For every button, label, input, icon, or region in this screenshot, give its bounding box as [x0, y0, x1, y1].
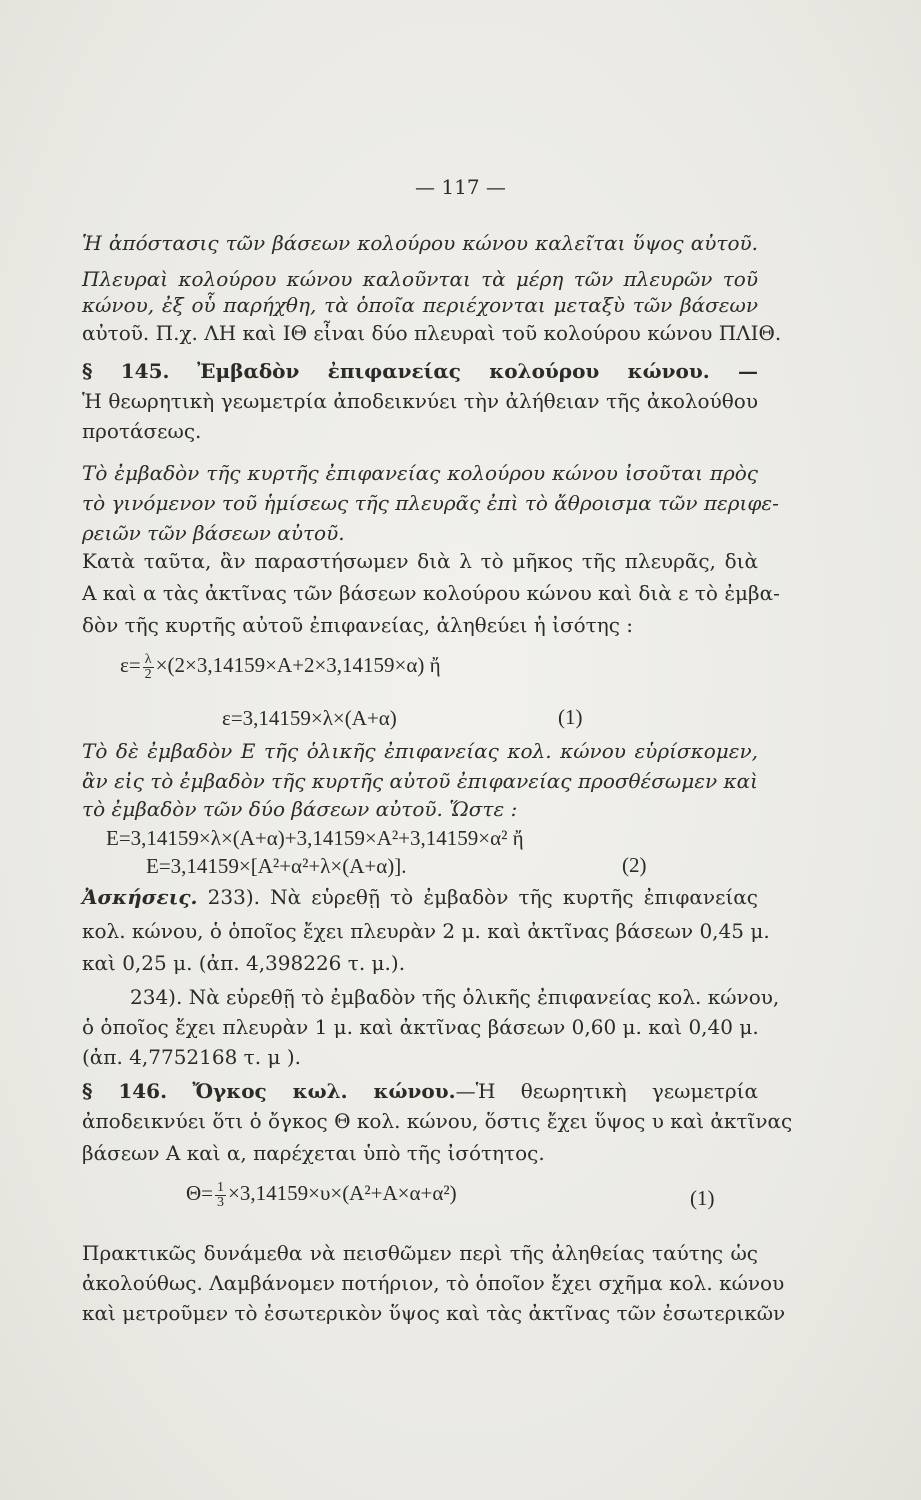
- page-number: — 117 —: [415, 175, 506, 199]
- text-line-6: Ἡ θεωρητικὴ γεωμετρία ἀποδεικνύει τὴν ἀλήθειαν τῆς ἀκολούθου: [82, 389, 758, 413]
- equation-4-number: (2): [622, 853, 647, 877]
- equation-2-number: (1): [558, 705, 583, 729]
- section-145-heading: [82, 358, 758, 384]
- section-146-number: § 146.: [82, 1079, 168, 1103]
- text-line-16: Τὸ δὲ ἐμβαδὸν Ε τῆς ὁλικῆς ἐπιφανείας κολ. κώνου εὑρίσκομεν,: [82, 739, 758, 763]
- exercise-233-line-1: Ἀσκήσεις. 233). Νὰ εὑρεθῇ τὸ ἐμβαδὸν τῆς κυρτῆς ἐπιφανείας: [82, 885, 758, 909]
- fraction-1-over-3: $\frac{1}{3}$: [217, 1179, 225, 1210]
- equation-4: Ε=3,14159×[Α²+α²+λ×(Α+α)].: [146, 854, 407, 878]
- text-line-1: Ἡ ἀπόστασις τῶν βάσεων κολούρου κώνου καλεῖται ὕψος αὐτοῦ.: [82, 231, 758, 255]
- equation-3: Ε=3,14159×λ×(Α+α)+3,14159×Α²+3,14159×α² ἤ: [106, 826, 524, 850]
- exercise-234-line-1: 234). Νὰ εὑρεθῇ τὸ ἐμβαδὸν τῆς ὁλικῆς ἐπιφανείας κολ. κώνου,: [130, 985, 780, 1009]
- text-line-17: ἂν εἰς τὸ ἐμβαδὸν τῆς κυρτῆς αὐτοῦ ἐπιφανείας προσθέσωμεν καὶ: [82, 769, 758, 793]
- equation-2: ε=3,14159×λ×(Α+α): [222, 706, 397, 730]
- fraction-lambda-over-2: $\frac{\lambda}{2}$: [144, 651, 152, 682]
- text-line-30: βάσεων Α καὶ α, παρέχεται ὑπὸ τῆς ἰσότητος.: [82, 1141, 545, 1165]
- text-line-29: ἀποδεικνύει ὅτι ὁ ὄγκος Θ κολ. κώνου, ὅστις ἔχει ὕψος υ καὶ ἀκτῖνας: [82, 1109, 793, 1133]
- theorem-line-2: τὸ γινόμενον τοῦ ἡμίσεως τῆς πλευρᾶς ἐπὶ τὸ ἄθροισμα τῶν περιφε-: [82, 491, 779, 515]
- theorem-line-1: Τὸ ἐμβαδὸν τῆς κυρτῆς ἐπιφανείας κολούρου κώνου ἰσοῦται πρὸς: [82, 461, 758, 485]
- exercise-233-line-3: καὶ 0,25 μ. (ἀπ. 4,398226 τ. μ.).: [82, 951, 406, 975]
- text-line-7: προτάσεως.: [82, 419, 202, 443]
- exercise-233-line-2: κολ. κώνου, ὁ ὁποῖος ἔχει πλευρὰν 2 μ. καὶ ἀκτῖνας βάσεων 0,45 μ.: [82, 919, 770, 943]
- exercises-label: Ἀσκήσεις.: [82, 885, 198, 909]
- text-line-2: Πλευραὶ κολούρου κώνου καλοῦνται τὰ μέρη τῶν πλευρῶν τοῦ: [82, 267, 758, 291]
- equation-5-number: (1): [690, 1186, 715, 1210]
- text-line-33: ἀκολούθως. Λαμβάνομεν ποτήριον, τὸ ὁποῖον ἔχει σχῆμα κολ. κώνου: [82, 1271, 785, 1295]
- text-line-4: αὐτοῦ. Π.χ. ΛΗ καὶ ΙΘ εἶναι δύο πλευραὶ τοῦ κολούρου κώνου ΠΛΙΘ.: [82, 321, 782, 345]
- section-145-title: Ἐμβαδὸν ἐπιφανείας κολούρου κώνου. —: [197, 359, 758, 383]
- exercise-234-line-2: ὁ ὁποῖος ἔχει πλευρὰν 1 μ. καὶ ἀκτῖνας βάσεων 0,60 μ. καὶ 0,40 μ.: [82, 1015, 759, 1039]
- exercise-234-line-3: (ἀπ. 4,7752168 τ. μ ).: [82, 1045, 301, 1069]
- text-line-12: Α καὶ α τὰς ἀκτῖνας τῶν βάσεων κολούρου κώνου καὶ διὰ ε τὸ ἐμβα-: [82, 581, 780, 605]
- text-line-18: τὸ ἐμβαδὸν τῶν δύο βάσεων αὐτοῦ. Ὥστε :: [82, 797, 518, 821]
- text-line-13: δὸν τῆς κυρτῆς αὐτοῦ ἐπιφανείας, ἀληθεύει ἡ ἰσότης :: [82, 613, 634, 637]
- text-line-34: καὶ μετροῦμεν τὸ ἐσωτερικὸν ὕψος καὶ τὰς ἀκτῖνας τῶν ἐσωτερικῶν: [82, 1301, 786, 1325]
- text-line-32: Πρακτικῶς δυνάμεθα νὰ πεισθῶμεν περὶ τῆς ἀληθείας ταύτης ὡς: [82, 1241, 758, 1265]
- section-146-title: Ὄγκος κωλ. κώνου.: [192, 1079, 456, 1103]
- equation-1: ε= $\frac{\lambda}{2}$ ×(2×3,14159×Α+2×3,14159×α) ἤ: [120, 651, 441, 682]
- text-line-3: κώνου, ἐξ οὗ παρήχθη, τὰ ὁποῖα περιέχονται μεταξὺ τῶν βάσεων: [82, 293, 758, 317]
- section-145-number: § 145.: [82, 359, 170, 383]
- equation-5: Θ= $\frac{1}{3}$ ×3,14159×υ×(Α²+Α×α+α²): [186, 1179, 457, 1210]
- theorem-line-3: ρειῶν τῶν βάσεων αὐτοῦ.: [82, 521, 345, 545]
- text-line-11: Κατὰ ταῦτα, ἂν παραστήσωμεν διὰ λ τὸ μῆκος τῆς πλευρᾶς, διὰ: [82, 549, 758, 573]
- section-146-heading: § 146. Ὄγκος κωλ. κώνου.—Ἡ θεωρητικὴ γεωμετρία: [82, 1079, 758, 1103]
